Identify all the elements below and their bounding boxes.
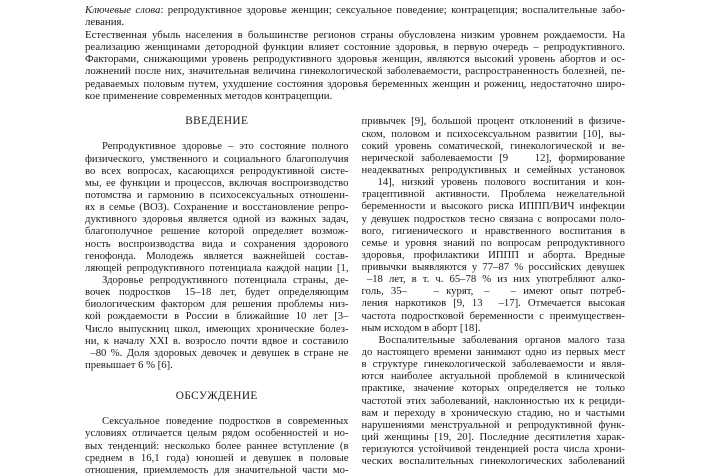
- text-line: Число выпускниц школ, имеющих хронические болез-: [85, 322, 349, 335]
- two-column-body: [85, 115, 625, 476]
- text-line: семье и уровня знаний по вопросам репродуктивного: [361, 236, 625, 249]
- text-line: ческих воспалительных гинекологических заболеваний: [361, 455, 625, 468]
- text-line: вам и переходу в хроническую стадию, но и частыми: [361, 406, 625, 419]
- text-line: Здоровье репродуктивного потенциала страны, де-: [102, 274, 349, 287]
- text-line: частотой этих заболеваний, наклонностью их к рециди-: [361, 394, 625, 407]
- keywords-label: Ключевые слова: [85, 4, 161, 16]
- text-line: до настоящего времени занимают одно из первых мест: [361, 346, 625, 359]
- text-line: вого, гигиенического и нравственного воспитания в: [361, 224, 625, 237]
- text-line: трацептивной активности. Проблема нежелательной: [361, 188, 625, 201]
- text-line: неадекватных репродуктивных и семейных установок: [361, 163, 625, 176]
- text-line: привычек [9], большой процент отклонений в физиче-: [361, 115, 625, 128]
- text-line: вых тенденций: несколько более раннее вступление (в: [85, 439, 349, 452]
- text-line: ложнений после них, значительная величина гинекологической заболеваемости, распространенность болезней, пе-: [85, 65, 625, 78]
- abstract-lines: [85, 16, 625, 102]
- text-line: сокий уровень соматической, гинекологической и ве-: [361, 139, 625, 152]
- text-line: здоровья, профилактики ИППП и аборта. Вредные: [361, 248, 625, 261]
- text-line: ций женщины [19, 20]. Последние десятилетия харак-: [361, 431, 625, 444]
- text-line: условиях отличается целым рядом особенностей и но-: [85, 427, 349, 440]
- text-line: ляющей репродуктивного потенциала каждой нации [1,: [85, 261, 349, 274]
- text-line: кой рождаемости в России в ближайшие 10 лет [3–: [85, 310, 349, 323]
- text-line: теризуются устойчивой тенденцией роста числа хрони-: [361, 443, 625, 456]
- section-heading-discussion: ОБСУЖДЕНИЕ: [175, 390, 258, 403]
- abstract-block: [85, 4, 625, 102]
- text-line: ным исходом в аборт [18].: [361, 321, 481, 334]
- text-line: привычки выявляются у 77–87 % российских девушек: [361, 261, 625, 274]
- text-line: ни, к началу XXI в. возросло почти вдвое и составило: [85, 334, 349, 347]
- text-line: в структуре гинекологической заболеваемости и явля-: [361, 358, 625, 371]
- text-line: беременности и высокого риска ИППП/ВИЧ инфекции: [361, 200, 625, 213]
- text-line: нерической заболеваемости [9 12], формирование: [361, 151, 625, 164]
- text-line: реализацию женщинами детородной функции влияет состояние здоровья, в первую очередь – репродуктивного.: [85, 40, 625, 53]
- text-line: потомства и гармонию в психосексуальных отношени-: [85, 189, 349, 202]
- text-line: практике, значение которых определяется не только: [361, 382, 625, 395]
- text-line: нарушениями менструальной и репродуктивной функ-: [361, 418, 625, 431]
- text-line: во всех вопросах, касающихся репродуктивной систе-: [85, 164, 349, 177]
- keywords-text: : репродуктивное здоровье женщин; сексуальное поведение; контрацепция; воспалительные забо-: [160, 4, 625, 16]
- text-line: кое применение современных методов контрацепции.: [85, 90, 333, 103]
- text-line: редаваемых половым путем, ухудшение состояния здоровья беременных женщин и рожениц, недостаточно широ-: [85, 77, 625, 90]
- text-line: вочек подростков 15–18 лет, будет определяющим: [85, 286, 349, 299]
- text-line: физического, умственного и социального благополучия: [85, 152, 349, 165]
- text-line: среднем в 16,1 года) юношей и девушек в половые: [85, 451, 349, 464]
- text-line: ность воспроизводства вида и сохранения здорового: [85, 237, 349, 250]
- text-line: дуктивного здоровья является одной из важных задач,: [85, 213, 349, 226]
- text-line: Репродуктивное здоровье – это состояние полного: [102, 140, 349, 153]
- text-line: левания.: [85, 16, 125, 29]
- text-line: биологическим фактором для решения проблемы низ-: [85, 298, 349, 311]
- text-line: генофонда. Молодежь является важнейшей состав-: [85, 249, 349, 262]
- text-line: отношения, приемлемость для значительной части мо-: [85, 463, 349, 476]
- section-heading-introduction: ВВЕДЕНИЕ: [185, 115, 249, 128]
- column-left: [85, 115, 349, 476]
- text-line: –80 %. Доля здоровых девочек и девушек в стране не: [85, 346, 349, 359]
- text-line: Факторами, снижающими уровень репродуктивного здоровья женщин, являются высокий уровень абортов и ос-: [85, 53, 625, 66]
- text-line: Естественная убыль населения в большинстве регионов страны обусловлена низким уровнем рождаемости. На: [85, 28, 625, 41]
- text-line: благополучное решение которой определяет возмож-: [85, 225, 349, 238]
- text-line: голь, 35– – курят, – – имеют опыт потреб-: [361, 285, 625, 298]
- text-line: превышает 6 % [6].: [85, 359, 173, 371]
- keywords-line: [85, 4, 625, 16]
- text-line: ются наиболее актуальной проблемой в клинической: [361, 370, 625, 383]
- text-line: ления наркотиков [9, 13 –17]. Отмечается высокая: [361, 297, 625, 310]
- text-line: Воспалительные заболевания органов малого таза: [378, 333, 625, 346]
- column-right: [362, 115, 626, 476]
- text-line: ском, половом и психосексуальном развитии [10], вы-: [361, 127, 625, 140]
- text-line: у девушек подростков тесно связана с вопросами поло-: [361, 212, 625, 225]
- text-line: Сексуальное поведение подростков в современных: [102, 415, 349, 428]
- text-line: мы, ее функции и процессов, включая воспроизводство: [85, 176, 349, 189]
- text-line: ях в семье (ВОЗ). Сохранение и восстановление репро-: [85, 201, 349, 214]
- text-line: –18 лет, в т. ч. 65–78 % из них употребляют алко-: [361, 273, 625, 286]
- text-line: частота подростковой беременности с преимуществен-: [361, 309, 625, 322]
- text-line: 14], низкий уровень полового воспитания и кон-: [361, 176, 625, 189]
